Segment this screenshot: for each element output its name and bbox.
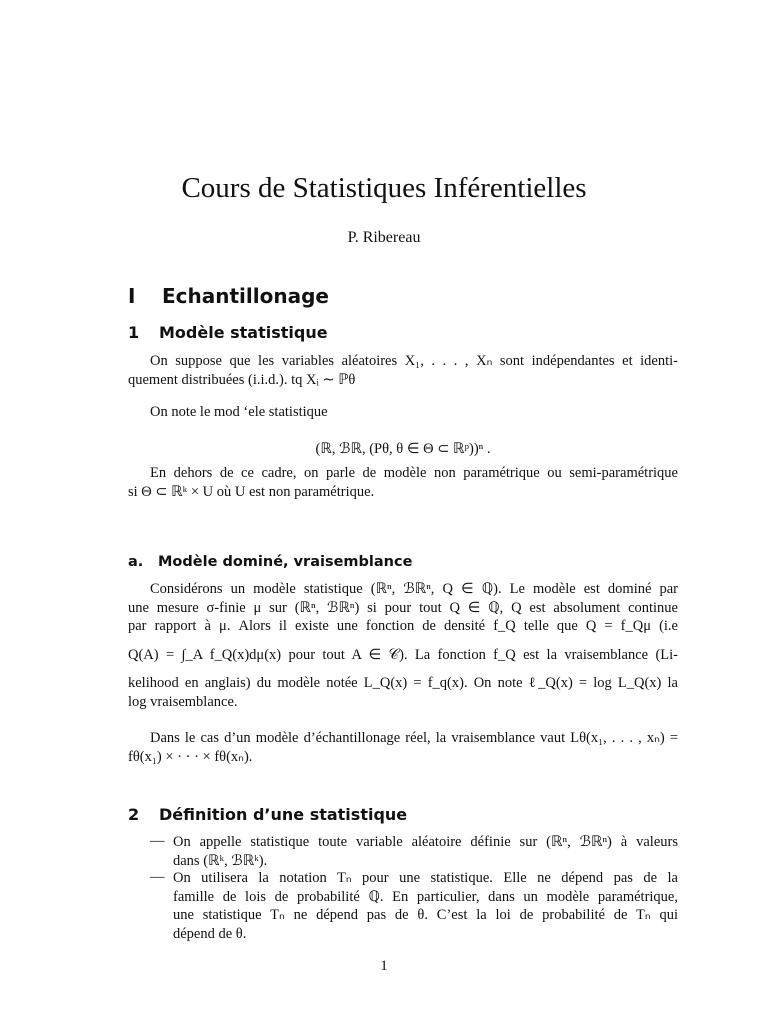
text-line: fθ(x₁) × · · · × fθ(xₙ).	[128, 748, 253, 765]
section-1-paragraph-1	[128, 352, 678, 389]
section-1-title: Modèle statistique	[159, 323, 328, 342]
subsection-a-number: a.	[128, 554, 144, 570]
text-line: famille de lois de probabilité ℚ. En particulier, dans un modèle paramétrique,	[173, 888, 678, 905]
list-bullet: —	[150, 833, 165, 849]
text-line: par rapport à μ. Alors il existe une fonction de densité f_Q telle que Q = f_Qμ (i.e	[128, 618, 678, 634]
section-1-number: 1	[128, 323, 140, 342]
document-author: P. Ribereau	[347, 229, 421, 246]
document-title: Cours de Statistiques Inférentielles	[181, 172, 587, 204]
section-2-heading	[128, 805, 407, 824]
subsection-a-title: Modèle dominé, vraisemblance	[158, 554, 413, 570]
list-bullet: —	[150, 869, 165, 885]
subsection-a-paragraph-2	[128, 729, 678, 766]
part-title: Echantillonage	[162, 284, 329, 308]
list-item	[173, 833, 678, 870]
text-line: kelihood en anglais) du modèle notée L_Q(x) = f_q(x). On note ℓ_Q(x) = log L_Q(x) la	[128, 675, 678, 691]
text-line: En dehors de ce cadre, on parle de modèle non paramétrique ou semi-paramétrique	[150, 465, 678, 481]
text-line: une statistique Tₙ ne dépend pas de θ. C’est la loi de probabilité de Tₙ qui	[173, 907, 678, 923]
text-line: On utilisera la notation Tₙ pour une statistique. Elle ne dépend pas de la	[173, 870, 678, 886]
text-line: dépend de θ.	[173, 925, 247, 942]
text-line: quement distribuées (i.i.d.). tq Xᵢ ∼ ℙθ	[128, 371, 356, 388]
text-line: log vraisemblance.	[128, 693, 238, 710]
section-2-number: 2	[128, 805, 140, 824]
text-line: On appelle statistique toute variable aléatoire définie sur (ℝⁿ, ℬℝⁿ) à valeurs	[173, 834, 678, 850]
page-number: 1	[380, 958, 388, 974]
text-line: dans (ℝᵏ, ℬℝᵏ).	[173, 852, 268, 869]
part-number: I	[128, 284, 136, 308]
text-line: On suppose que les variables aléatoires X₁, . . . , Xₙ sont indépendantes et identi-	[150, 353, 678, 369]
section-2-title: Définition d’une statistique	[159, 805, 408, 824]
section-1-paragraph-3	[128, 464, 678, 501]
list-item	[173, 869, 678, 943]
section-1-heading	[128, 323, 328, 342]
section-1-paragraph-2: On note le mod ‘ele statistique	[150, 404, 328, 420]
part-heading	[128, 284, 329, 308]
text-line: si Θ ⊂ ℝᵏ × U où U est non paramétrique.	[128, 483, 375, 500]
text-line: Considérons un modèle statistique (ℝⁿ, ℬℝⁿ, Q ∈ ℚ). Le modèle est dominé par	[150, 581, 678, 597]
display-formula: (ℝ, ℬℝ, (Pθ, θ ∈ Θ ⊂ ℝᵖ))ⁿ .	[315, 441, 491, 457]
subsection-a-heading	[128, 554, 412, 570]
subsection-a-paragraph-1	[128, 580, 678, 711]
text-line: une mesure σ-finie μ sur (ℝⁿ, ℬℝⁿ) si pour tout Q ∈ ℚ, Q est absolument continue	[128, 599, 678, 616]
text-line: Dans le cas d’un modèle d’échantillonage réel, la vraisemblance vaut Lθ(x₁, . . . , xₙ) =	[150, 730, 678, 746]
text-line: Q(A) = ∫_A f_Q(x)dμ(x) pour tout A ∈ 𝒞). La fonction f_Q est la vraisemblance (Li-	[128, 646, 678, 663]
